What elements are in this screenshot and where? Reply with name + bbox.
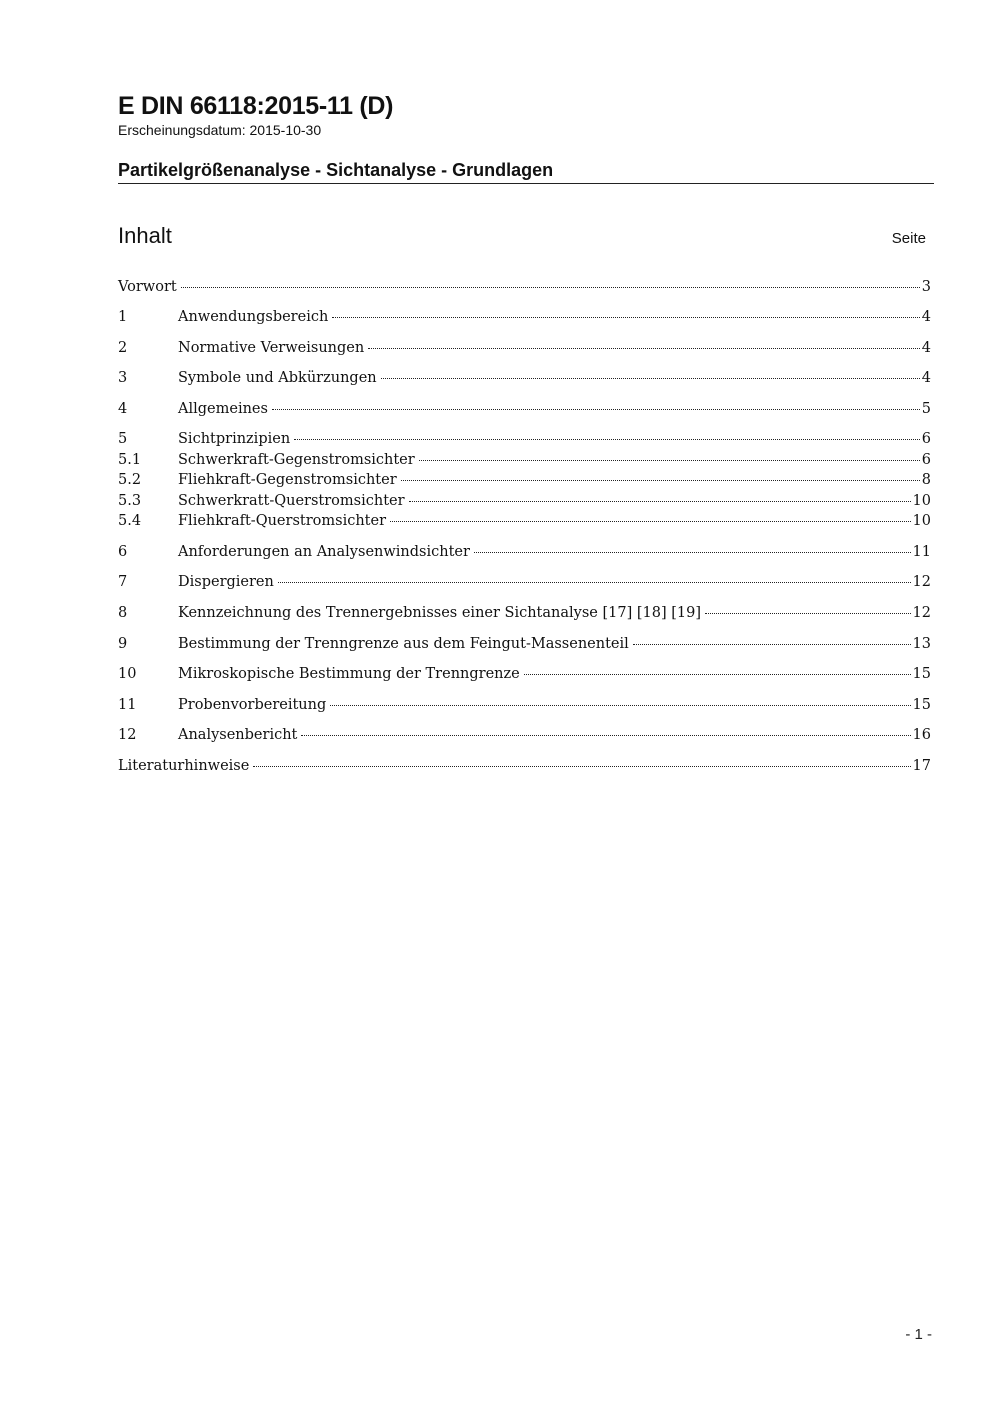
publication-date: Erscheinungsdatum: 2015-10-30	[118, 122, 322, 138]
document-id: E DIN 66118:2015-11 (D)	[118, 92, 394, 120]
toc-entry-number: 6	[118, 544, 128, 560]
toc-entry[interactable]	[118, 636, 931, 656]
toc-entry-page: 16	[912, 727, 931, 743]
toc-dot-leader	[524, 674, 911, 675]
toc-entry-title: Mikroskopische Bestimmung der Trenngrenze	[178, 666, 520, 682]
toc-entry[interactable]	[118, 605, 931, 625]
toc-entry-number: 3	[118, 370, 128, 386]
toc-entry-title: Schwerkratt-Querstromsichter	[178, 493, 405, 509]
toc-entry-number: 5.1	[118, 452, 142, 468]
toc-entry-title: Literaturhinweise	[118, 758, 250, 774]
toc-entry-number: 9	[118, 636, 128, 652]
toc-entry-page: 11	[912, 544, 931, 560]
toc-entry-page: 6	[921, 431, 931, 447]
toc-entry-number: 12	[118, 727, 137, 743]
toc-entry-number: 2	[118, 340, 128, 356]
toc-entry-number: 5.3	[118, 493, 142, 509]
toc-dot-leader	[330, 705, 910, 706]
toc-dot-leader	[419, 460, 920, 461]
toc-dot-leader	[409, 501, 911, 502]
toc-entry-page: 4	[921, 309, 931, 325]
toc-entry-title: Kennzeichnung des Trennergebnisses einer Sichtanalyse [17] [18] [19]	[178, 605, 701, 621]
toc-entry-number: 11	[118, 697, 137, 713]
toc-entry-page: 3	[921, 279, 931, 295]
toc-entry[interactable]	[118, 666, 931, 686]
toc-entry[interactable]	[118, 472, 931, 492]
toc-entry-number: 5.2	[118, 472, 142, 488]
toc-dot-leader	[332, 317, 919, 318]
toc-heading-row	[118, 222, 926, 250]
toc-page-column-label: Seite	[891, 230, 926, 247]
toc-entry-title: Anforderungen an Analysenwindsichter	[178, 544, 470, 560]
toc-entry[interactable]	[118, 401, 931, 421]
toc-entry-page: 12	[912, 605, 931, 621]
document-title: Partikelgrößenanalyse - Sichtanalyse - Grundlagen	[118, 158, 934, 184]
toc-dot-leader	[301, 735, 910, 736]
toc-entry-page: 5	[921, 401, 931, 417]
toc-entry[interactable]	[118, 340, 931, 360]
toc-entry-page: 13	[912, 636, 931, 652]
document-header	[118, 92, 934, 139]
page-number: - 1 -	[905, 1326, 932, 1343]
toc-entry-title: Vorwort	[118, 279, 177, 295]
toc-entry[interactable]	[118, 513, 931, 533]
toc-entry-title: Bestimmung der Trenngrenze aus dem Feingut-Massenenteil	[178, 636, 629, 652]
toc-entry-page: 6	[921, 452, 931, 468]
toc-entry-page: 15	[912, 697, 931, 713]
toc-entry-number: 10	[118, 666, 137, 682]
toc-entry-title: Fliehkraft-Querstromsichter	[178, 513, 387, 529]
toc-entry-title: Anwendungsbereich	[178, 309, 329, 325]
toc-entry[interactable]	[118, 493, 931, 513]
toc-dot-leader	[633, 644, 911, 645]
toc-entry-title: Allgemeines	[178, 401, 268, 417]
toc-entry-number: 5.4	[118, 513, 142, 529]
toc-entry-number: 1	[118, 309, 128, 325]
toc-entry-number: 8	[118, 605, 128, 621]
toc-entry-title: Analysenbericht	[178, 727, 298, 743]
toc-dot-leader	[278, 582, 911, 583]
toc-entry-title: Schwerkraft-Gegenstromsichter	[178, 452, 415, 468]
toc-entry[interactable]	[118, 544, 931, 564]
toc-heading: Inhalt	[118, 223, 172, 248]
toc-entry[interactable]	[118, 697, 931, 717]
toc-dot-leader	[253, 766, 910, 767]
toc-entry-title: Probenvorbereitung	[178, 697, 327, 713]
toc-entry-page: 17	[912, 758, 931, 774]
toc-dot-leader	[474, 552, 911, 553]
toc-dot-leader	[181, 287, 920, 288]
toc-entry[interactable]	[118, 309, 931, 329]
toc-entry-title: Dispergieren	[178, 574, 274, 590]
toc-dot-leader	[272, 409, 920, 410]
toc-entry-number: 5	[118, 431, 128, 447]
toc-entry-title: Normative Verweisungen	[178, 340, 365, 356]
toc-entry[interactable]	[118, 279, 931, 299]
toc-entry[interactable]	[118, 370, 931, 390]
toc-entry-page: 10	[912, 493, 931, 509]
toc-entry-page: 8	[921, 472, 931, 488]
toc-entry-title: Fliehkraft-Gegenstromsichter	[178, 472, 397, 488]
toc-entry-page: 4	[921, 370, 931, 386]
toc-entry-number: 4	[118, 401, 128, 417]
toc-dot-leader	[381, 378, 920, 379]
toc-entry-number: 7	[118, 574, 128, 590]
toc-entry[interactable]	[118, 758, 931, 778]
toc-entry-page: 4	[921, 340, 931, 356]
toc-dot-leader	[390, 521, 911, 522]
toc-entry-title: Symbole und Abkürzungen	[178, 370, 377, 386]
toc-dot-leader	[294, 439, 920, 440]
toc-entry[interactable]	[118, 727, 931, 747]
toc-entry-page: 10	[912, 513, 931, 529]
toc-entry[interactable]	[118, 452, 931, 472]
toc-dot-leader	[401, 480, 920, 481]
toc-entry-title: Sichtprinzipien	[178, 431, 291, 447]
toc-entry-page: 12	[912, 574, 931, 590]
toc-dot-leader	[705, 613, 911, 614]
toc-entry-page: 15	[912, 666, 931, 682]
toc-dot-leader	[368, 348, 920, 349]
toc-entry[interactable]	[118, 431, 931, 451]
toc-entry[interactable]	[118, 574, 931, 594]
